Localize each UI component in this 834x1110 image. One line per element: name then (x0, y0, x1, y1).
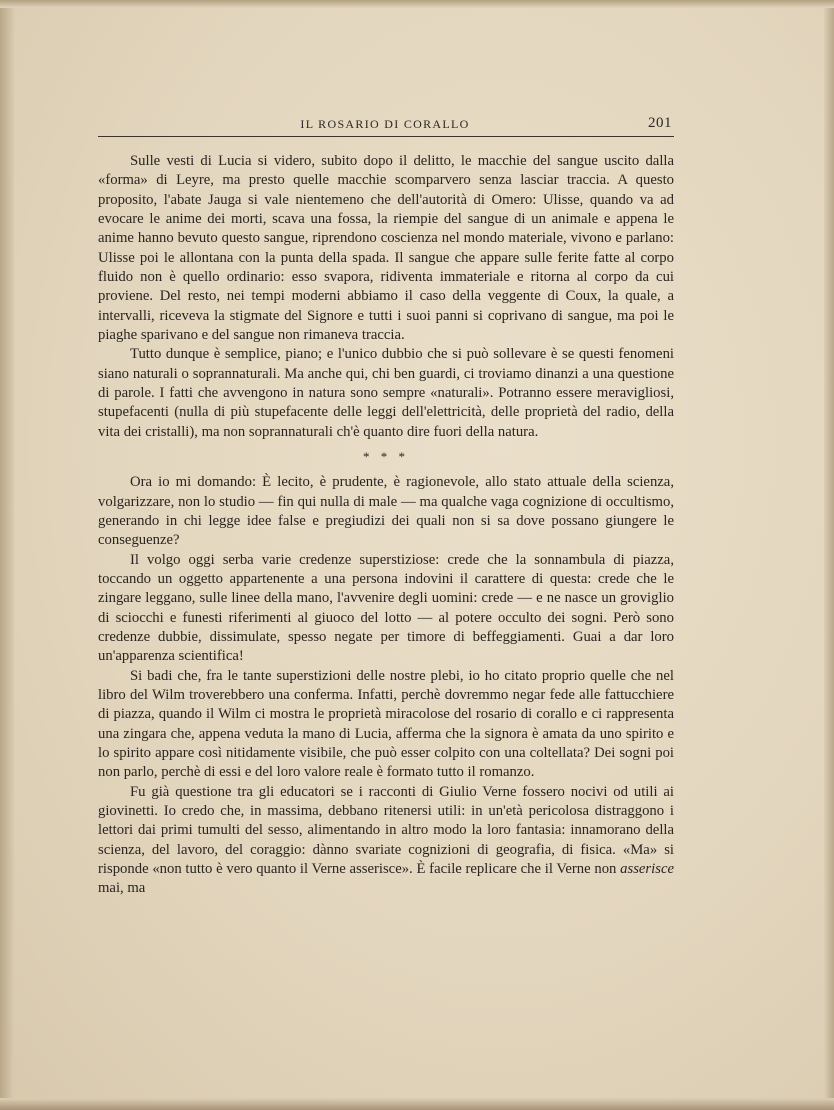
header-rule (98, 136, 674, 137)
paragraph-6 (98, 783, 674, 899)
page-edge-left (0, 0, 14, 1110)
paragraph-4: Il volgo oggi serba varie credenze superstiziose: crede che la sonnambula di piazza, toccando un oggetto appartenente a una persona indovini il carattere di questa: crede che le zingare leggano, sulle linee della mano, l'avvenire degli uomini: crede — e ne nasce un groviglio di sciocchi e funesti riferimenti al giuoco del lotto — al potere occulto dei sogni. Però sono credenze dubbie, dissimulate, spesso negate per timore di beffeggiamenti. Guai a dar loro un'apparenza scientifica! (98, 551, 674, 665)
paragraph-2: Tutto dunque è semplice, piano; e l'unico dubbio che si può sollevare è se questi fenomeni siano naturali o soprannaturali. Ma anche qui, chi ben guardi, ci troviamo dinanzi a una questione di parole. I fatti che avvengono in natura sono sempre «naturali». Potranno essere meravigliosi, stupefacenti (nulla di più stupefacente delle leggi dell'elettricità, delle proprietà del radio, della vita dei cristalli), ma non soprannaturali ch'è quanto dire fuori della natura. (98, 346, 674, 440)
paragraph-6-text-start: Fu già questione tra gli educatori se i racconti di Giulio Verne fossero nocivi od utili ai giovinetti. Io credo che, in massima, debbano ritenersi utili: in un'età pericolosa distraggono i lettori dai primi tumulti del sesso, alimentando in altro modo la loro fantasia: innamorano della scienza, del lavoro, del coraggio: dànno svariate cognizioni di geografia, di fisica. «Ma» si risponde «non tutto è vero quanto il Verne asserisce». È facile replicare che il Verne non (98, 783, 674, 878)
paragraph-6-text-end: mai, ma (98, 880, 146, 897)
page-number: 201 (648, 115, 672, 131)
paragraph-3: Ora io mi domando: È lecito, è prudente, è ragionevole, allo stato attuale della scienza, volgarizzare, non lo studio — fin qui nulla di male — ma qualche vaga cognizione di occultismo, generando in chi legge idee false e pregiudizi dei quali non si sa dove possano giungere le conseguenze? (98, 474, 674, 549)
running-title: IL ROSARIO DI CORALLO (300, 117, 470, 131)
page-header (98, 112, 672, 138)
page-edge-right (824, 0, 834, 1110)
body-text (98, 152, 674, 899)
section-separator: * * * (363, 449, 409, 465)
page-edge-bottom (0, 1098, 834, 1110)
page-edge-top (0, 0, 834, 8)
paragraph-5: Si badi che, fra le tante superstizioni delle nostre plebi, io ho citato proprio quelle che nel libro del Wilm troverebbero una conferma. Infatti, perchè dovremmo negar fede alle fattucchiere di piazza, quando il Wilm ci mostra le proprietà miracolose del rosario di corallo e ci rappresenta una zingara che, appena veduta la mano di Lucia, afferma che la signora è amata da uno spirito e lo spirito appare così nitidamente visibile, che può esser colpito con una coltellata? Dei sogni poi non parlo, perchè di essi e del loro valore reale è formato tutto il romanzo. (98, 667, 674, 781)
paragraph-1: Sulle vesti di Lucia si videro, subito dopo il delitto, le macchie del sangue uscito dalla «forma» di Leyre, ma presto quelle macchie scomparvero senza lasciar traccia. A questo proposito, l'abate Jauga si vale nientemeno che dell'autorità di Omero: Ulisse, quando va ad evocare le anime dei morti, scava una fossa, la riempie del sangue di un animale e appena le anime hanno bevuto questo sangue, riprendono coscienza nel mondo materiale, vivono e parlano: Ulisse poi le allontana con la punta della spada. Il sangue che appare sulle ferite fatte al corpo fluido non è quello ordinario: esso svapora, ridiventa immateriale e ritorna al corpo da cui proviene. Del resto, nei tempi moderni abbiamo il caso della veggente di Coux, la quale, a intervalli, riceveva la stigmate del Signore e tutti i suoi panni si coprivano di sangue, ma poi le piaghe sparivano e del sangue non rimaneva traccia. (98, 153, 674, 344)
italic-word: asserisce (620, 861, 674, 878)
